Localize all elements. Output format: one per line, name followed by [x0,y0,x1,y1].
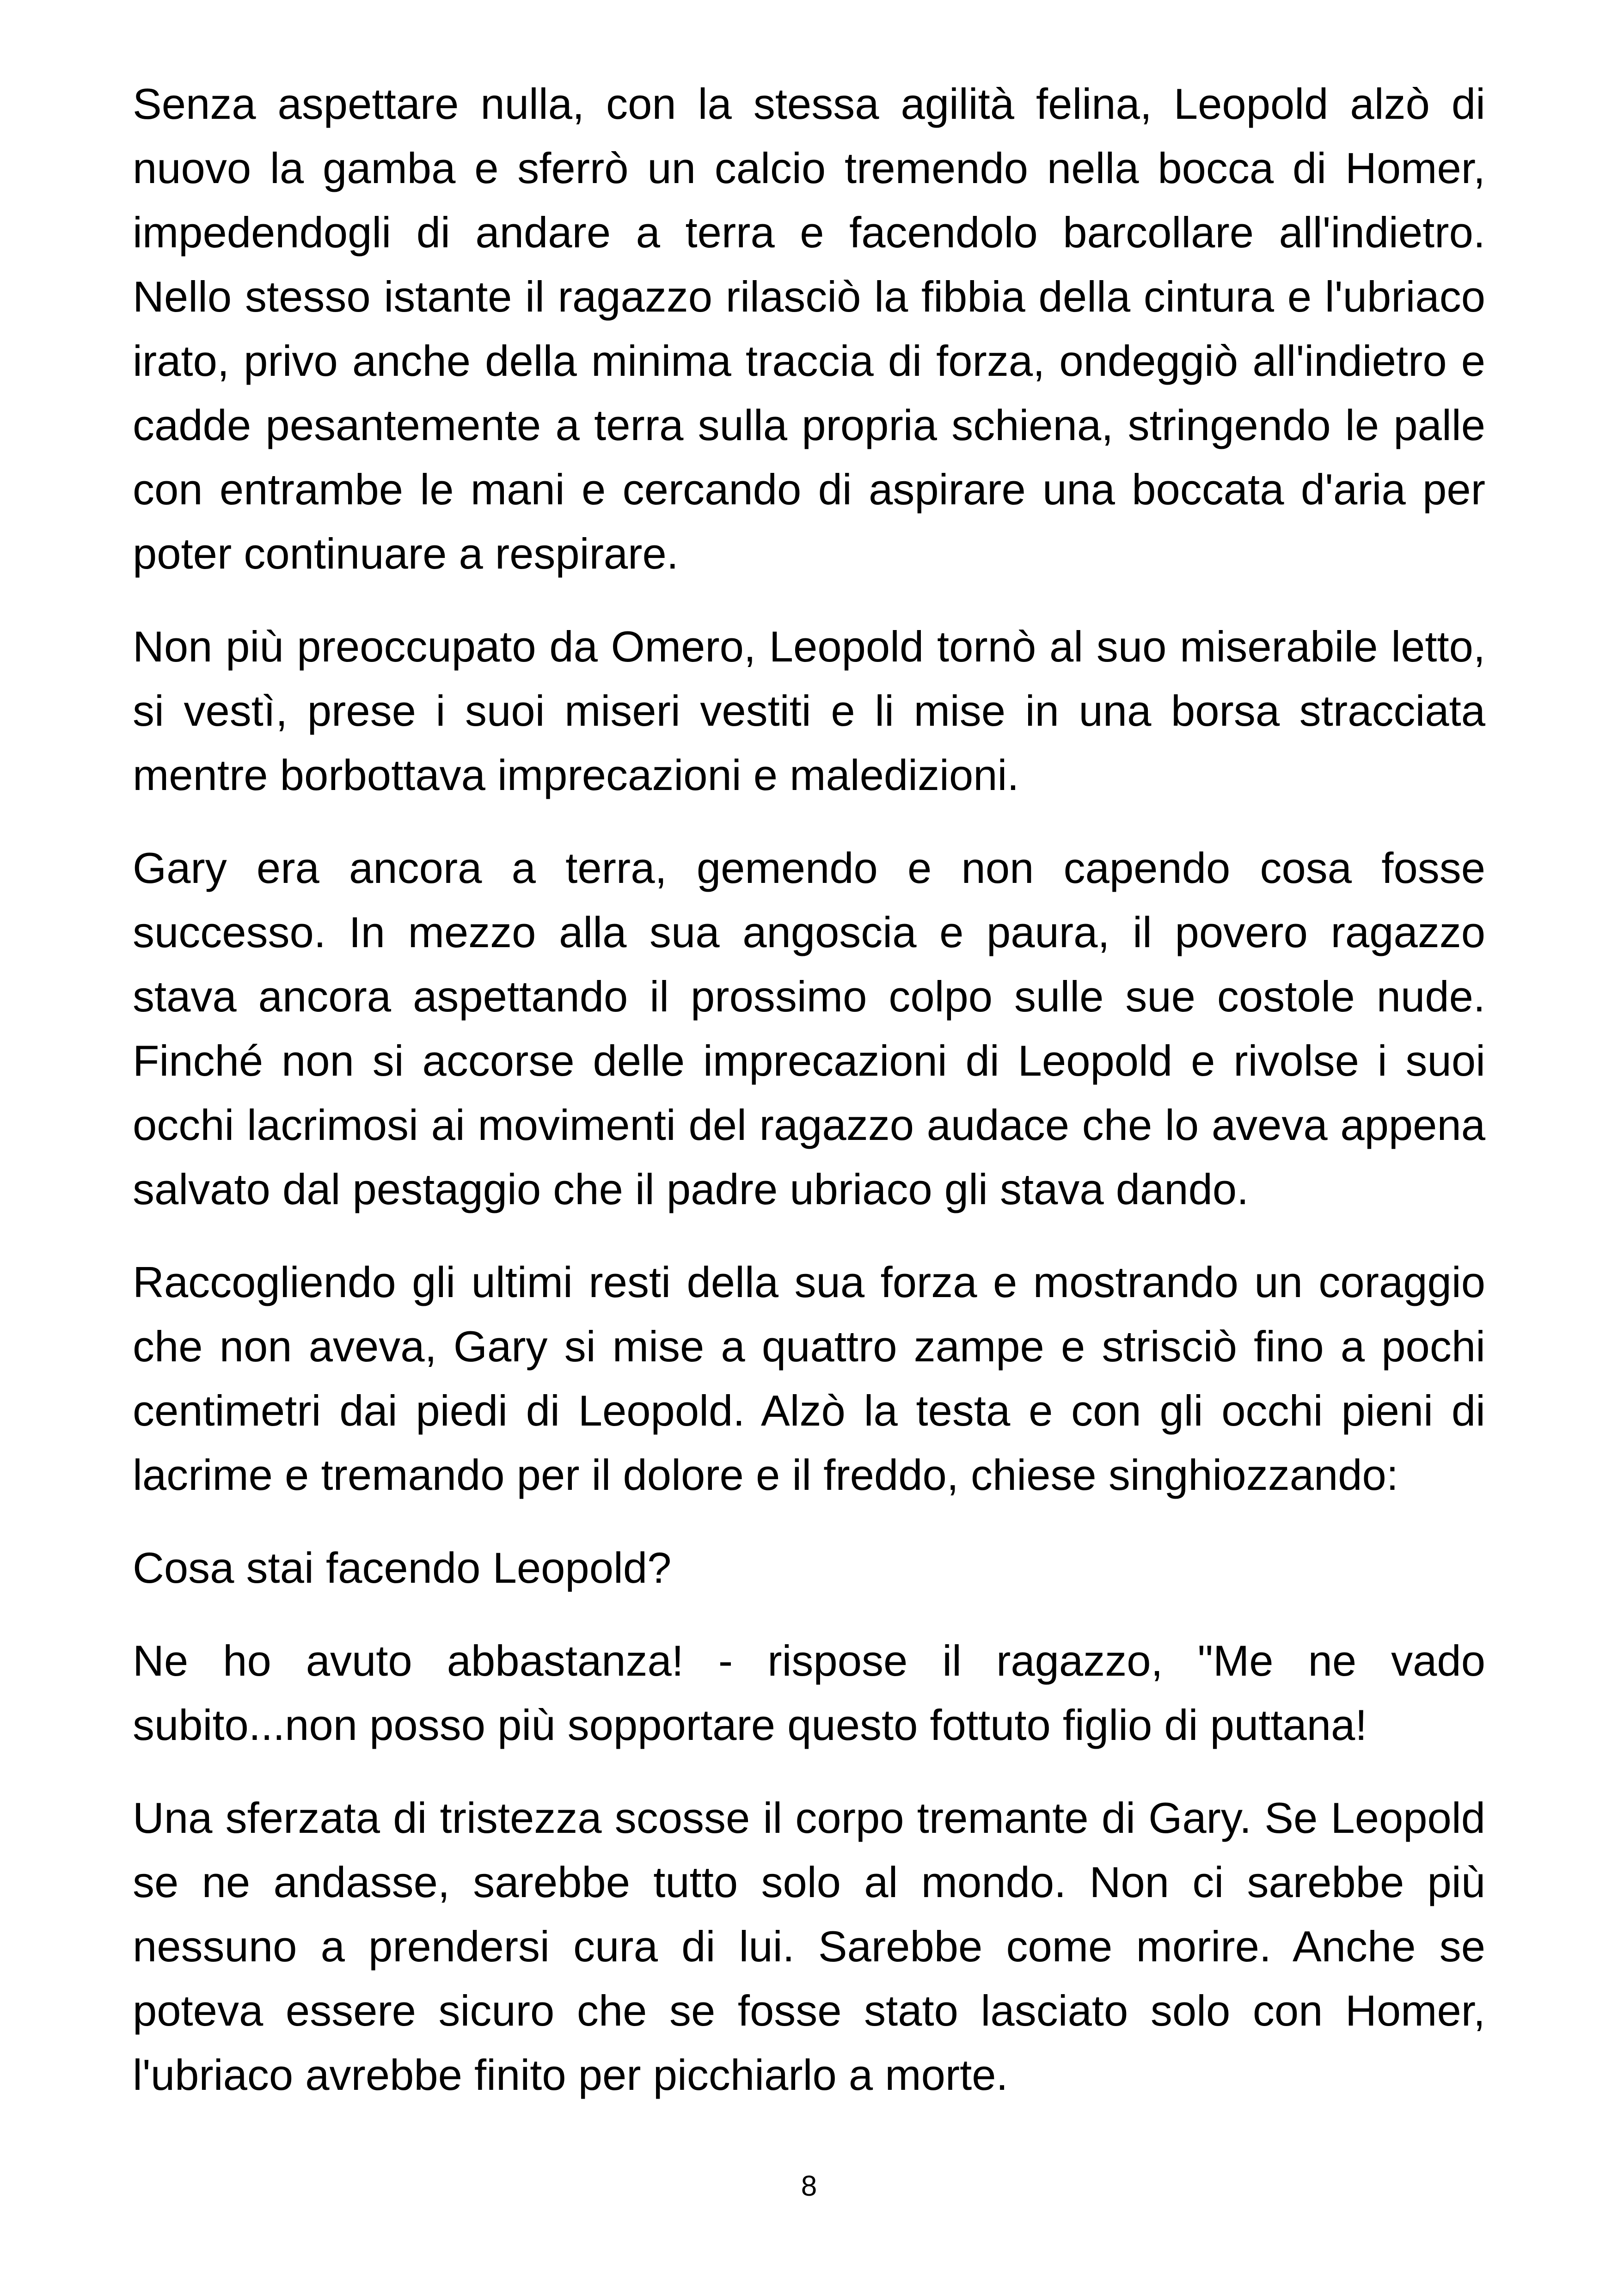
paragraph-7: Una sferzata di tristezza scosse il corpo tremante di Gary. Se Leopold se ne andasse, sarebbe tutto solo al mondo. Non ci sarebbe più nessuno a prendersi cura di lui. Sarebbe come morire. Anche se poteva essere sicuro che se fosse stato lasciato solo con Homer, l'ubriaco avrebbe finito per picchiarlo a morte. [133,1794,1485,2099]
paragraph-1: Senza aspettare nulla, con la stessa agilità felina, Leopold alzò di nuovo la gamba e sferrò un calcio tremendo nella bocca di Homer, impedendogli di andare a terra e facendolo barcollare all'indietro. Nello stesso istante il ragazzo rilasciò la fibbia della cintura e l'ubriaco irato, privo anche della minima traccia di forza, ondeggiò all'indietro e cadde pesantemente a terra sulla propria schiena, stringendo le palle con entrambe le mani e cercando di aspirare una boccata d'aria per poter continuare a respirare. [133,80,1485,578]
body-text [133,72,1485,2136]
paragraph-4: Raccogliendo gli ultimi resti della sua forza e mostrando un coraggio che non aveva, Gary si mise a quattro zampe e strisciò fino a pochi centimetri dai piedi di Leopold. Alzò la testa e con gli occhi pieni di lacrime e tremando per il dolore e il freddo, chiese singhiozzando: [133,1258,1485,1499]
paragraph-5: Cosa stai facendo Leopold? [133,1543,672,1592]
paragraph-2: Non più preoccupato da Omero, Leopold tornò al suo miserabile letto, si vestì, prese i suoi miseri vestiti e li mise in una borsa stracciata mentre borbottava imprecazioni e maledizioni. [133,622,1485,799]
paragraph-6: Ne ho avuto abbastanza! - rispose il ragazzo, "Me ne vado subito...non posso più sopportare questo fottuto figlio di puttana! [133,1636,1485,1749]
page-number: 8 [801,2170,817,2202]
paragraph-3: Gary era ancora a terra, gemendo e non capendo cosa fosse successo. In mezzo alla sua angoscia e paura, il povero ragazzo stava ancora aspettando il prossimo colpo sulle sue costole nude. Finché non si accorse delle imprecazioni di Leopold e rivolse i suoi occhi lacrimosi ai movimenti del ragazzo audace che lo aveva appena salvato dal pestaggio che il padre ubriaco gli stava dando. [133,844,1485,1213]
